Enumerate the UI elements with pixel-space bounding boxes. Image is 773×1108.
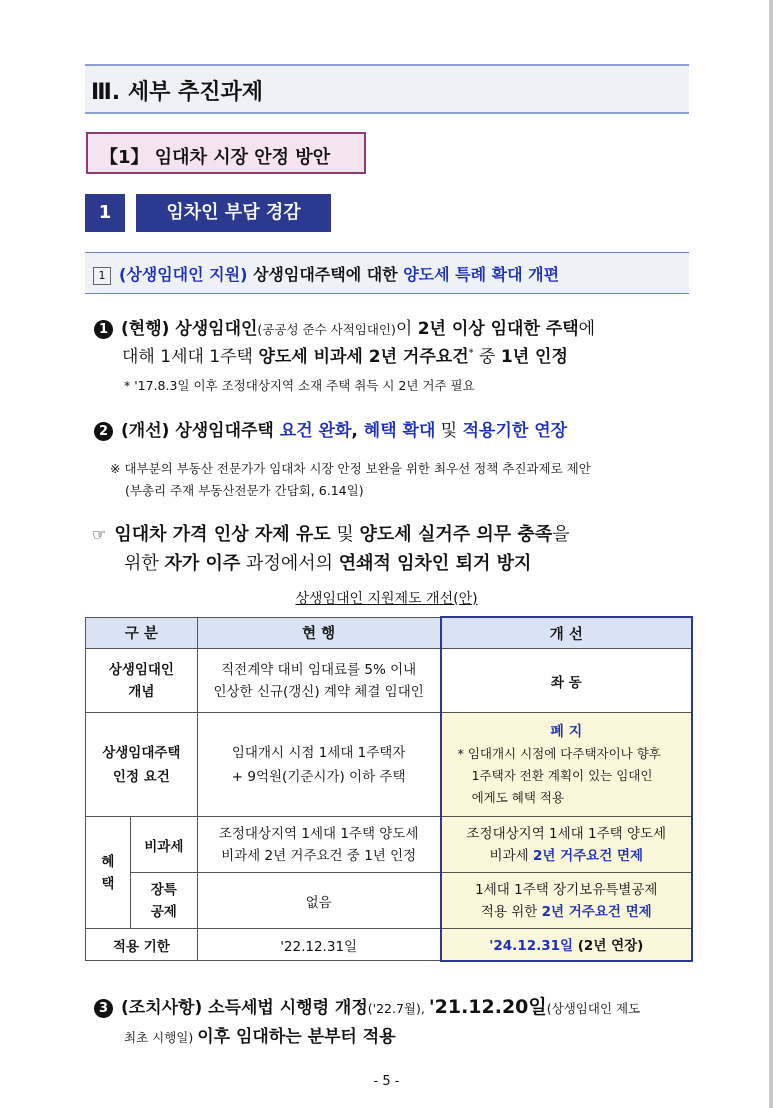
p3-b: 및 [330, 524, 360, 545]
p2-note2: (부총리 주재 부동산전문가 간담회, 6.14일) [125, 483, 364, 498]
benefit-2: 택 [101, 875, 115, 892]
row1-label-2: 개념 [128, 683, 155, 700]
p1-line1 [94, 314, 595, 339]
subsection-title: 【1】 임대차 시장 안정 방안 [100, 147, 331, 168]
p4-line2 [124, 1022, 396, 1047]
row3-label: 비과세 [130, 817, 197, 873]
row1-label-1: 상생임대인 [108, 661, 174, 678]
p1-b: (공공성 준수 사적임대인) [257, 322, 396, 337]
item-heading-bar [85, 252, 689, 294]
p4-a: (조치사항) 소득세법 시행령 개정 [121, 998, 368, 1018]
pointing-hand-icon: ☞ [92, 525, 107, 544]
benefit-label [86, 817, 131, 929]
table-header-row [86, 617, 693, 649]
right-edge [769, 0, 773, 1108]
subsection-box [86, 132, 366, 174]
p1-l2-a: 대해 1세대 1주택 [122, 347, 259, 367]
p4-l2-a: 최초 시행일) [124, 1030, 198, 1045]
comparison-table [85, 616, 693, 962]
p4-l2-b: 이후 임대하는 분부터 적용 [197, 1027, 396, 1047]
row2-label [86, 713, 198, 817]
p1-line2 [122, 342, 568, 367]
p3-c: 양도세 실거주 의무 충족 [359, 524, 553, 545]
bullet-2: 2 [94, 422, 113, 441]
p2-f: 적용기한 연장 [462, 421, 568, 441]
row5-improved-a: '24.12.31일 [489, 938, 574, 955]
p1-d: 2년 이상 임대한 주택 [417, 319, 579, 339]
p1-l2-d: 1년 인정 [500, 347, 568, 367]
p4-b: ('22.7월), [367, 1001, 429, 1016]
header-improved: 개 선 [441, 617, 692, 649]
row4-improved [441, 873, 692, 929]
p3-l2-d: 연쇄적 임차인 퇴거 방지 [338, 553, 532, 574]
item-marker: 1 [93, 267, 111, 285]
p3-l2-b: 자가 이주 [164, 553, 241, 574]
row2-label-1: 상생임대주택 [102, 744, 181, 761]
p4-d: (상생임대인 제도 [546, 1001, 641, 1016]
task-title: 임차인 부담 경감 [136, 194, 331, 232]
p1-note: * '17.8.3일 이후 조정대상지역 소재 주택 취득 시 2년 거주 필요 [124, 378, 475, 393]
p1-c: 이 [395, 319, 418, 339]
row2-current-2: + 9억원(기준시가) 이하 주택 [231, 768, 406, 785]
row4-improved-2a: 적용 위한 [480, 903, 542, 920]
bullet-3: 3 [94, 999, 113, 1018]
row5-improved-b: (2년 연장) [573, 938, 644, 955]
section-title-bar [85, 64, 689, 114]
row4-improved-1: 1세대 1주택 장기보유특별공제 [475, 881, 658, 898]
row5-current: '22.12.31일 [197, 929, 440, 961]
p2-a: (개선) 상생임대주택 [121, 421, 280, 441]
row2-improved-1: * 임대개시 시점에 다주택자이나 향후 [457, 745, 661, 761]
row3-improved-2 [442, 845, 691, 867]
row3-improved [441, 817, 692, 873]
row3-improved-1: 조정대상지역 1세대 1주택 양도세 [466, 825, 667, 842]
header-category: 구 분 [86, 617, 198, 649]
row4-label-1: 장특 [150, 881, 177, 898]
row2-improved-2: 1주택자 전환 계획이 있는 임대인 [471, 767, 653, 783]
item-prefix: (상생임대인 지원) [119, 265, 248, 284]
table-row [86, 873, 693, 929]
row1-current-2: 인상한 신규(갱신) 계약 체결 임대인 [213, 683, 424, 700]
p2-c: , [351, 421, 364, 441]
row3-current [197, 817, 440, 873]
row4-current: 없음 [197, 873, 440, 929]
p3-l2-c: 과정에서의 [240, 553, 339, 574]
p3-line1 [92, 520, 570, 546]
table-row [86, 649, 693, 713]
row1-label [86, 649, 198, 713]
p2-note1: ※ 대부분의 부동산 전문가가 임대차 시장 안정 보완을 위한 최우선 정책 추진과제로 제안 [110, 461, 591, 476]
row4-improved-2 [442, 901, 691, 923]
p1-l2-sup: * [468, 347, 474, 359]
row5-label: 적용 기한 [86, 929, 198, 961]
row2-improved-title: 폐 지 [550, 723, 583, 740]
table-row [86, 713, 693, 817]
p3-line2 [124, 549, 531, 575]
table-row [86, 817, 693, 873]
row1-current [197, 649, 440, 713]
row2-current-1: 임대개시 시점 1세대 1주택자 [231, 744, 406, 761]
section-title: Ⅲ. 세부 추진과제 [91, 80, 263, 105]
p1-e: 에 [578, 319, 596, 339]
p1-a: (현행) 상생임대인 [121, 319, 258, 339]
p2-b: 요건 완화 [279, 421, 352, 441]
row2-current [197, 713, 440, 817]
item-highlight: 양도세 특례 확대 개편 [403, 265, 560, 284]
row4-label-2: 공제 [150, 903, 177, 920]
p4-line1 [94, 992, 640, 1019]
p2-d: 혜택 확대 [363, 421, 436, 441]
table-caption: 상생임대인 지원제도 개선(안) [295, 591, 478, 607]
p3-d: 을 [552, 524, 570, 545]
item-middle: 상생임대주택에 대한 [247, 265, 404, 284]
p4-c: '21.12.20일 [428, 996, 547, 1018]
row2-improved [441, 713, 692, 817]
p1-l2-c: 중 [473, 347, 501, 367]
row3-improved-2a: 비과세 [489, 847, 533, 864]
p3-l2-a: 위한 [124, 553, 165, 574]
table-row [86, 929, 693, 961]
task-number: 1 [85, 194, 125, 232]
benefit-1: 혜 [101, 853, 115, 870]
page-number: - 5 - [373, 1074, 400, 1089]
row4-improved-2b: 2년 거주요건 면제 [541, 903, 652, 920]
row3-current-2: 비과세 2년 거주요건 중 1년 인정 [221, 847, 417, 864]
row4-label [130, 873, 197, 929]
row1-improved: 좌 동 [441, 649, 692, 713]
p3-a: 임대차 가격 인상 자제 유도 [114, 524, 331, 545]
row3-improved-2b: 2년 거주요건 면제 [532, 847, 644, 864]
header-current: 현 행 [197, 617, 440, 649]
p1-l2-b: 양도세 비과세 2년 거주요건 [258, 347, 469, 367]
bullet-1: 1 [94, 320, 113, 339]
row5-improved [441, 929, 692, 961]
p2-e: 및 [435, 421, 463, 441]
row1-current-1: 직전계약 대비 임대료를 5% 이내 [221, 661, 417, 678]
p2-line [94, 416, 567, 441]
row2-label-2: 인정 요건 [112, 768, 170, 785]
row3-current-1: 조정대상지역 1세대 1주택 양도세 [218, 825, 419, 842]
item-heading [93, 262, 559, 285]
row2-improved-3: 에게도 혜택 적용 [471, 789, 565, 805]
